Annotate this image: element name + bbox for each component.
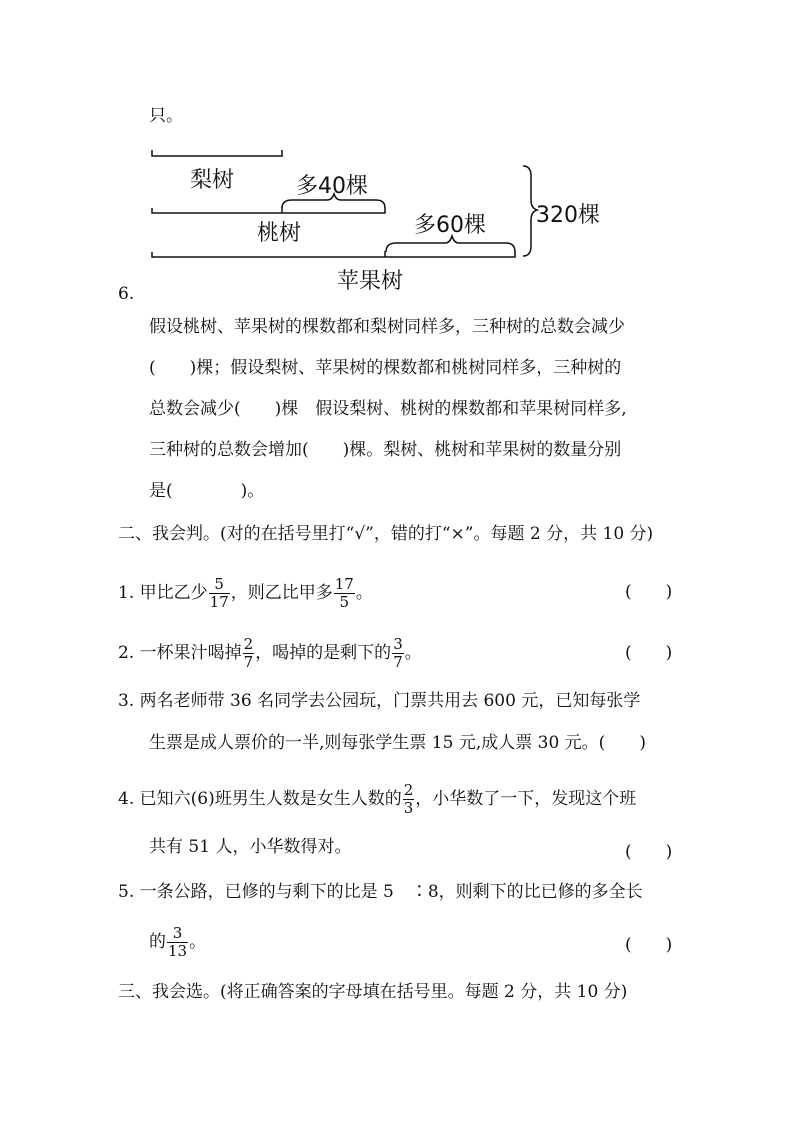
peach-segment <box>152 207 385 213</box>
q6-line3: 总数会减少( )棵 假设梨树、桃树的棵数都和苹果树同样多, <box>149 399 627 419</box>
top-fragment-text: 只。 <box>149 106 183 126</box>
more40-label: 多40棵 <box>296 174 368 199</box>
q6-number: 6. <box>118 284 135 304</box>
judge-item-4-line2: 共有 51 人，小华数得对。 <box>149 837 352 857</box>
judge-item-3-line2: 生票是成人票价的一半,则每张学生票 15 元,成人票 30 元。( ) <box>149 733 646 753</box>
fraction-3-7: $\frac{3}{7}$ <box>393 635 403 671</box>
section2-heading: 二、我会判。(对的在括号里打“√”，错的打“×”。每题 2 分，共 10 分) <box>118 524 654 544</box>
total-label: 320棵 <box>536 203 600 228</box>
q6-line4: 三种树的总数会增加( )棵。梨树、桃树和苹果树的数量分别 <box>149 440 622 460</box>
judge-item-5-line2: 的 $\frac{3}{13}$ 。 <box>149 924 207 960</box>
judge-item-3-line1: 3. 两名老师带 36 名同学去公园玩，门票共用去 600 元，已知每张学 <box>118 691 641 711</box>
fraction-2-7: $\frac{2}{7}$ <box>243 635 254 671</box>
answer-paren-2[interactable]: ( ) <box>625 643 673 663</box>
total-brace <box>523 166 537 256</box>
fraction-3-13: $\frac{3}{13}$ <box>168 924 188 960</box>
item1-number: 1. <box>118 583 135 603</box>
apple-label: 苹果树 <box>337 269 404 294</box>
judge-item-4-line1: 4. 已知六(6)班男生人数是女生人数的 $\frac{2}{3}$ ，小华数了一下，发现这个班 <box>118 781 637 817</box>
answer-paren-1[interactable]: ( ) <box>625 582 673 602</box>
apple-segment <box>152 251 515 257</box>
fraction-5-17: $\frac{5}{17}$ <box>209 575 229 611</box>
peach-label: 桃树 <box>257 221 302 246</box>
q6-line1: 假设桃树、苹果树的棵数都和梨树同样多，三种树的总数会减少 <box>149 317 625 337</box>
more60-label: 多60棵 <box>414 213 486 238</box>
item1-text-mid: ，则乙比甲多 <box>230 583 333 603</box>
section3-heading: 三、我会选。(将正确答案的字母填在括号里。每题 2 分，共 10 分) <box>118 982 628 1002</box>
judge-item-2: 2. 一杯果汁喝掉 $\frac{2}{7}$ ，喝掉的是剩下的 $\frac{3}{7}$ 。 <box>118 635 422 671</box>
pear-segment <box>152 150 282 156</box>
fraction-17-5: $\frac{17}{5}$ <box>334 575 354 611</box>
pear-label: 梨树 <box>190 168 235 193</box>
judge-item-1: 1. 甲比乙少 $\frac{5}{17}$ ，则乙比甲多 $\frac{17}{5}$ 。 <box>118 575 373 611</box>
tree-segment-diagram <box>0 0 794 300</box>
q6-line2: ( )棵；假设梨树、苹果树的棵数都和桃树同样多，三种树的 <box>149 358 622 378</box>
item1-text-pre: 甲比乙少 <box>139 583 208 603</box>
fraction-2-3: $\frac{2}{3}$ <box>403 781 414 817</box>
judge-item-5-line1: 5. 一条公路，已修的与剩下的比是 5 ∶8，则剩下的比已修的多全长 <box>118 882 643 902</box>
q6-line5: 是( )。 <box>149 481 265 501</box>
answer-paren-4[interactable]: ( ) <box>625 842 673 862</box>
answer-paren-5[interactable]: ( ) <box>625 935 673 955</box>
